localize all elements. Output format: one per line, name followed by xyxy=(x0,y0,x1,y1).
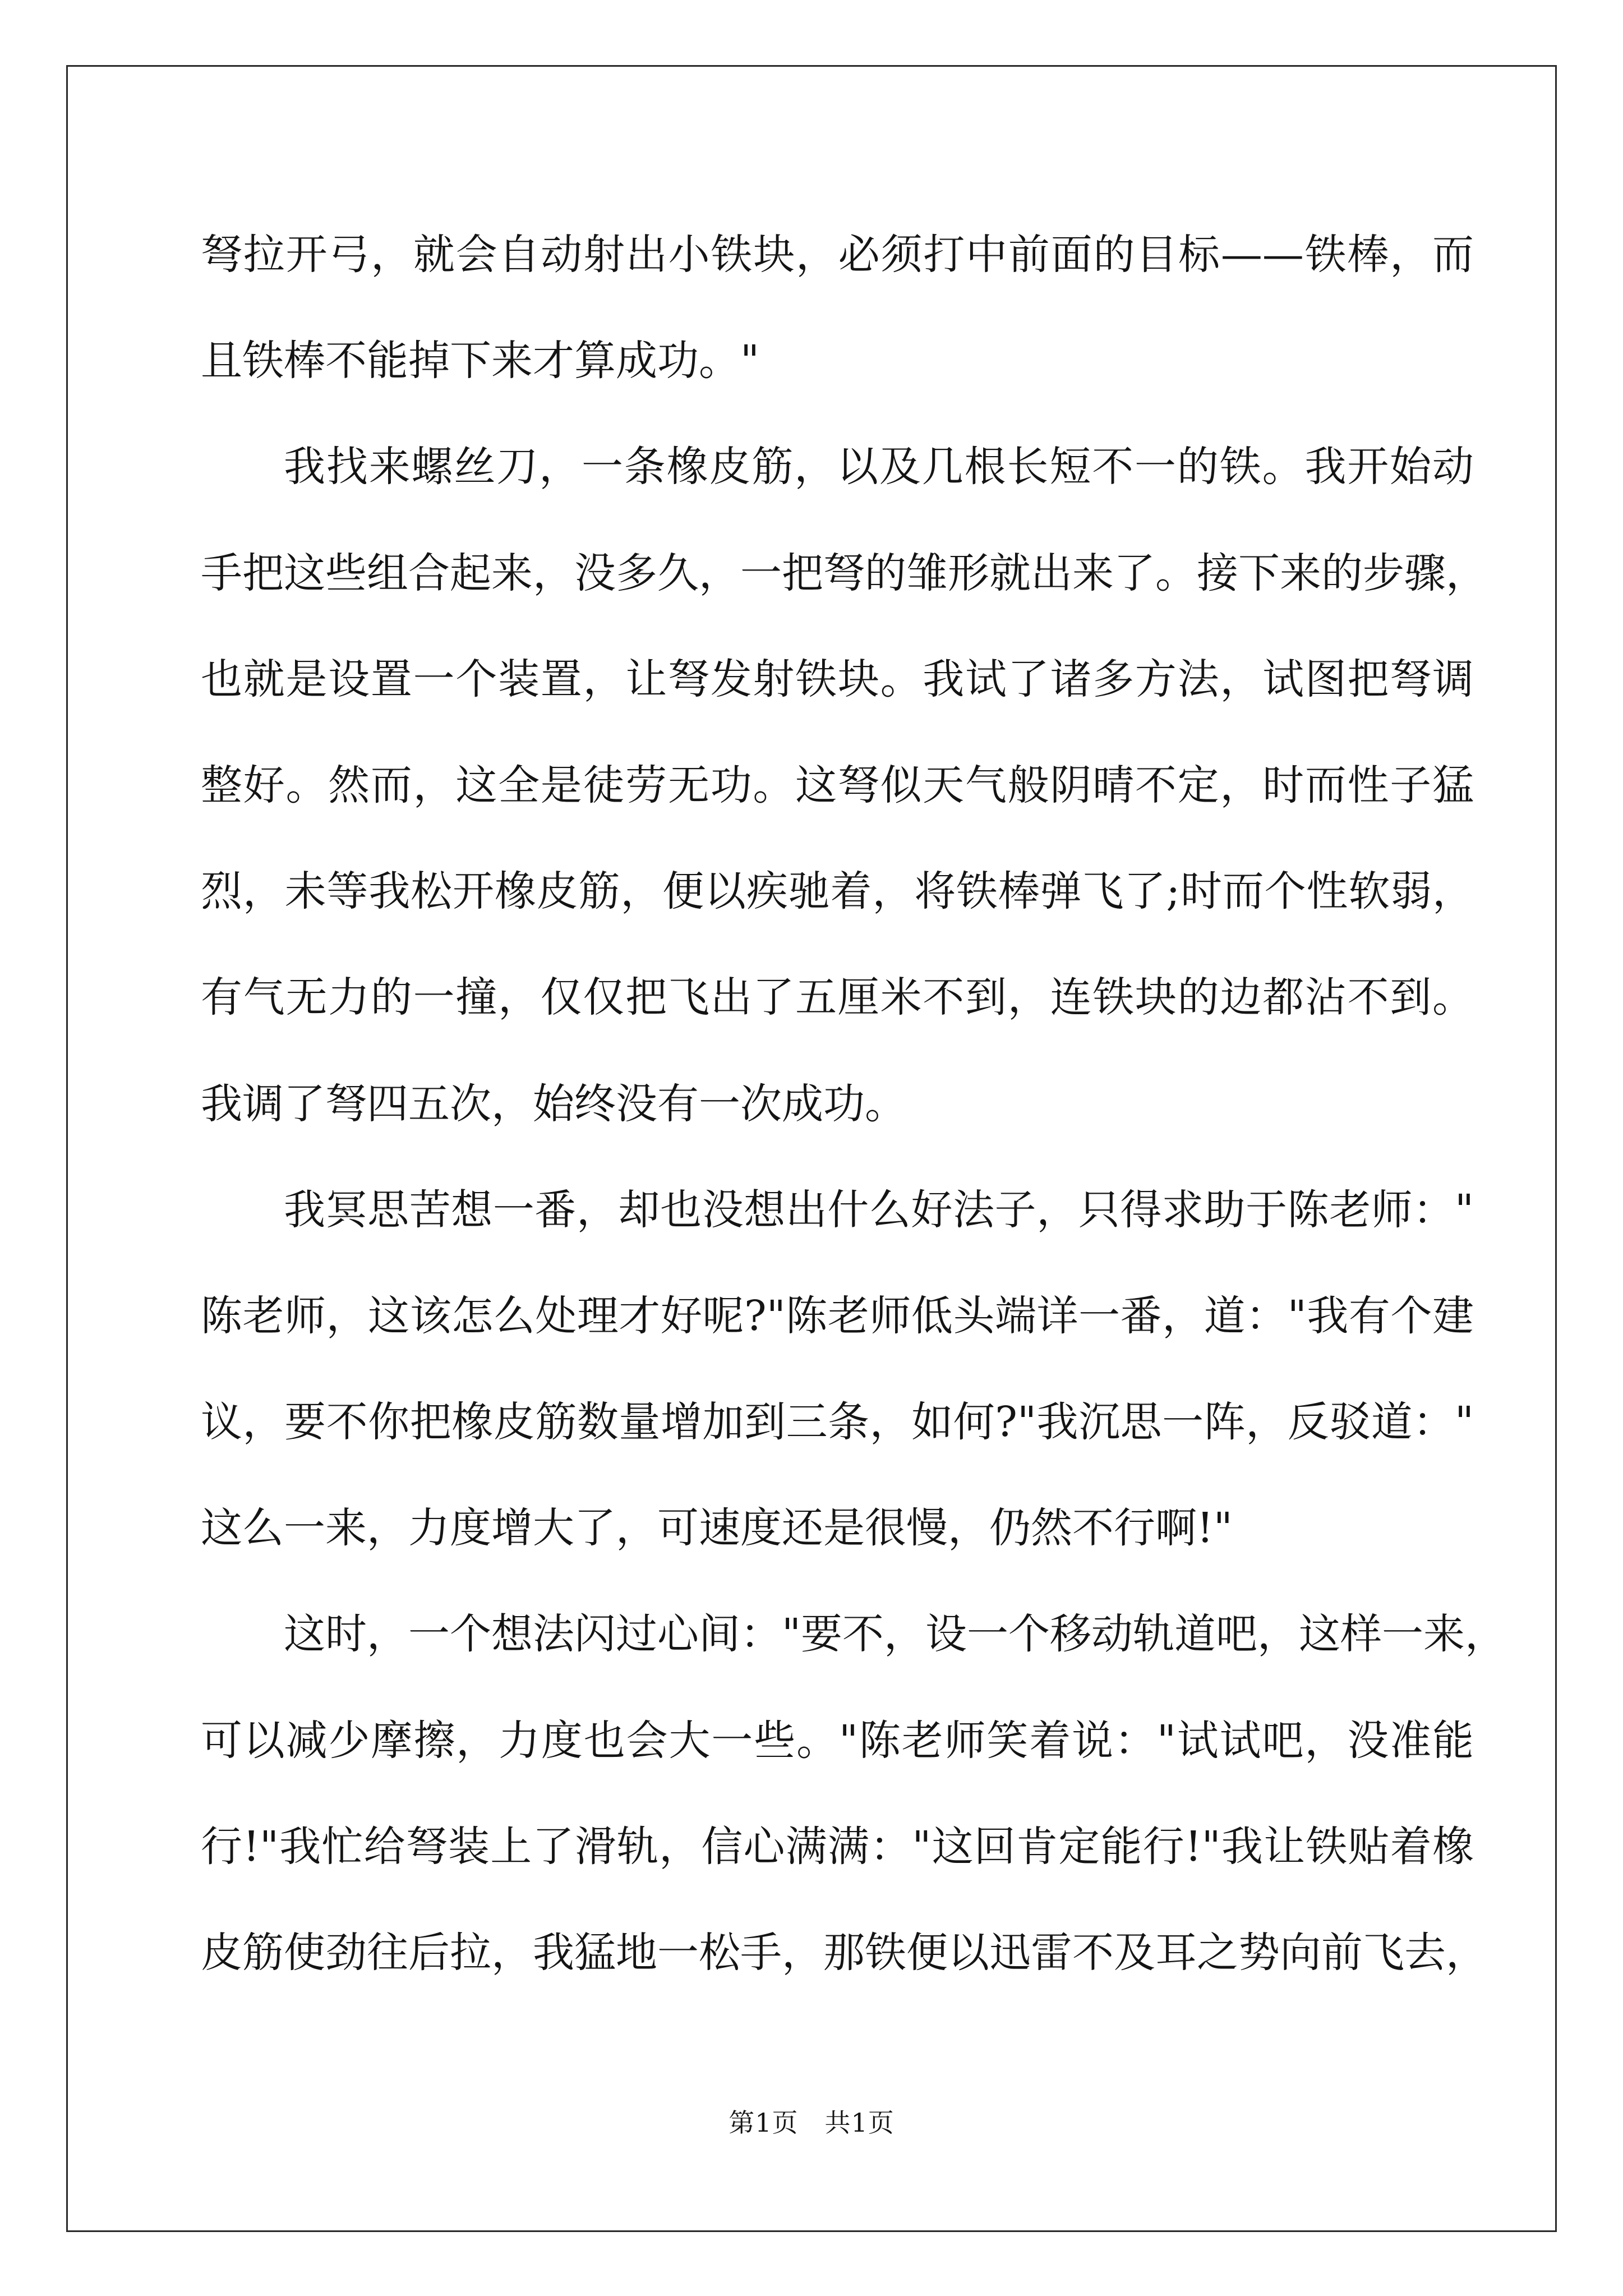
text-line: 整好。然而，这全是徒劳无功。这弩似天气般阴晴不定，时而性子猛 xyxy=(201,761,1474,809)
text-line: 行!"我忙给弩装上了滑轨，信心满满："这回肯定能行!"我让铁贴着橡 xyxy=(201,1822,1474,1871)
document-body xyxy=(201,202,1507,2006)
text-line: 我调了弩四五次，始终没有一次成功。 xyxy=(201,1079,906,1128)
text-line: 手把这些组合起来，没多久，一把弩的雏形就出来了。接下来的步骤， xyxy=(201,549,1487,597)
text-line: 也就是设置一个装置，让弩发射铁块。我试了诸多方法，试图把弩调 xyxy=(201,655,1474,703)
text-line: 可以减少摩擦，力度也会大一些。"陈老师笑着说："试试吧，没准能 xyxy=(201,1716,1474,1765)
text-line: 皮筋使劲往后拉，我猛地一松手，那铁便以迅雷不及耳之势向前飞去， xyxy=(201,1929,1487,1977)
text-line: 我找来螺丝刀，一条橡皮筋，以及几根长短不一的铁。我开始动 xyxy=(284,443,1474,491)
text-line: 这时，一个想法闪过心间："要不，设一个移动轨道吧，这样一来， xyxy=(284,1610,1507,1659)
text-line: 弩拉开弓，就会自动射出小铁块，必须打中前面的目标——铁棒，而 xyxy=(201,231,1474,279)
text-line: 且铁棒不能掉下来才算成功。" xyxy=(201,337,760,385)
text-line: 陈老师，这该怎么处理才好呢?"陈老师低头端详一番，道："我有个建 xyxy=(201,1291,1474,1340)
text-line: 这么一来，力度增大了，可速度还是很慢，仍然不行啊!" xyxy=(201,1504,1233,1553)
page-number-footer: 第1页 共1页 xyxy=(728,2108,895,2138)
text-line: 烈，未等我松开橡皮筋，便以疾驰着，将铁棒弹飞了;时而个性软弱， xyxy=(201,867,1474,916)
text-line: 有气无力的一撞，仅仅把飞出了五厘米不到，连铁块的边都沾不到。 xyxy=(201,973,1474,1022)
text-line: 议，要不你把橡皮筋数量增加到三条，如何?"我沉思一阵，反驳道：" xyxy=(201,1398,1474,1447)
text-line: 我冥思苦想一番，却也没想出什么好法子，只得求助于陈老师：" xyxy=(284,1185,1474,1234)
